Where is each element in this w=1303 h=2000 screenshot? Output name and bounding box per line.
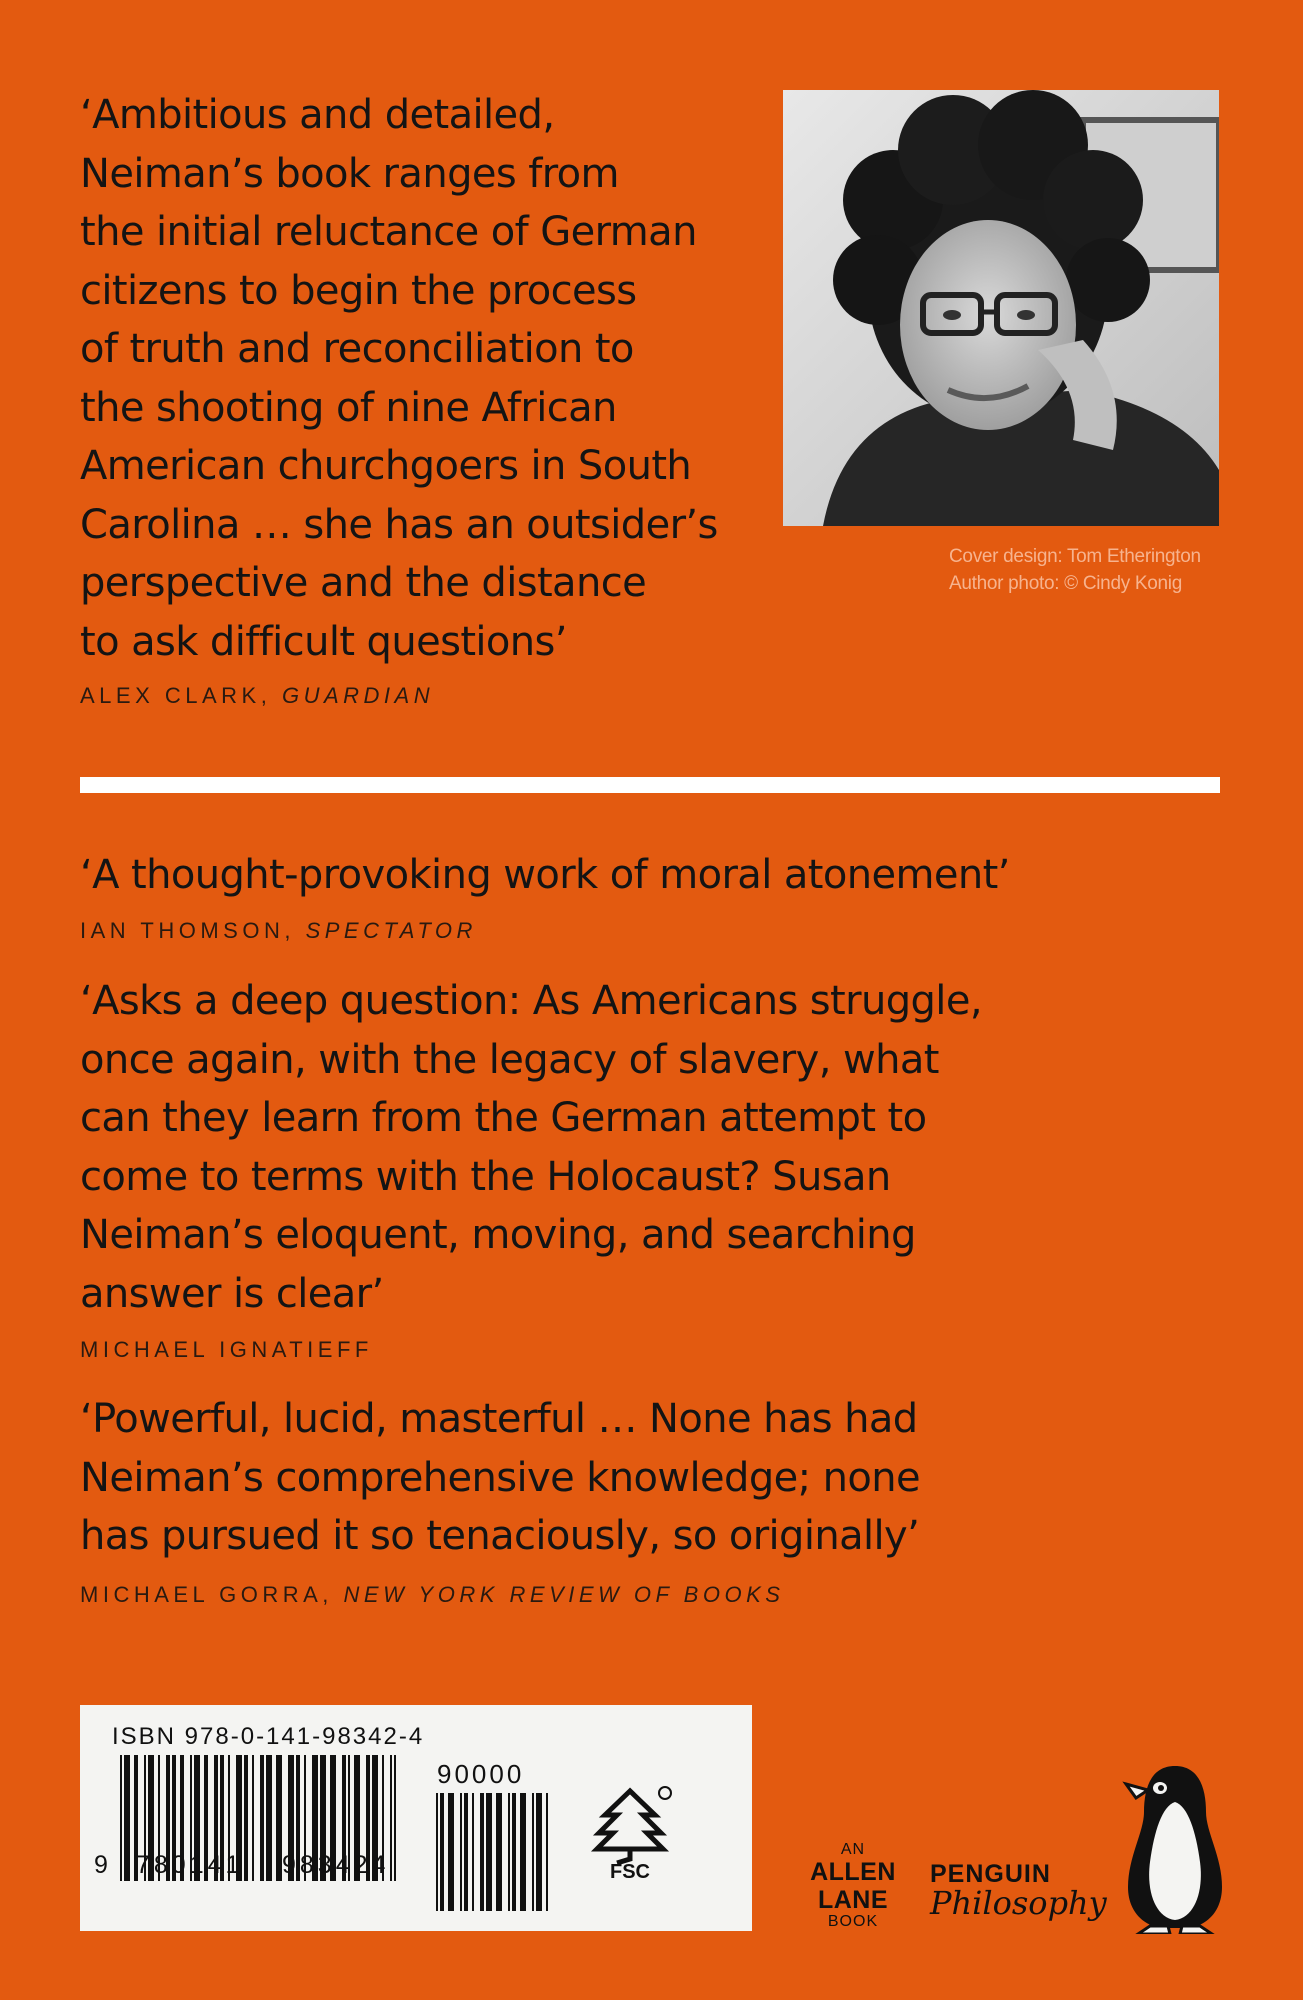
barcode-bar bbox=[394, 1755, 396, 1881]
quote-line: to ask difficult questions’ bbox=[80, 618, 567, 665]
author-photo bbox=[783, 90, 1219, 526]
quote-line: answer is clear’ bbox=[80, 1270, 384, 1317]
allen-lane-an: AN bbox=[840, 1841, 866, 1858]
attribution-author: MICHAEL IGNATIEFF bbox=[80, 1337, 373, 1362]
barcode-bar bbox=[464, 1793, 468, 1911]
quote-line: of truth and reconciliation to bbox=[80, 326, 634, 372]
quote-4-attribution bbox=[80, 1582, 784, 1608]
ean-digits-left: 780141 bbox=[136, 1851, 244, 1879]
barcode-bar bbox=[480, 1793, 484, 1911]
quote-line: perspective and the distance bbox=[80, 560, 647, 606]
quote-line: Carolina … she has an outsider’s bbox=[80, 501, 718, 548]
allen-lane-logo bbox=[808, 1842, 898, 1930]
quote-line: the shooting of nine African bbox=[80, 384, 617, 431]
quote-2-attribution bbox=[80, 918, 477, 944]
fsc-label: FSC bbox=[610, 1861, 650, 1883]
quote-line: citizens to begin the process bbox=[80, 267, 637, 314]
allen-lane-book: BOOK bbox=[827, 1913, 879, 1930]
barcode-bar bbox=[486, 1793, 492, 1911]
quote-line: the initial reluctance of German bbox=[80, 209, 697, 255]
barcode-bar bbox=[532, 1793, 534, 1911]
quote-line: Neiman’s eloquent, moving, and searching bbox=[80, 1212, 916, 1258]
fsc-logo bbox=[585, 1783, 675, 1883]
barcode-bar bbox=[436, 1793, 438, 1911]
philosophy-label: Philosophy bbox=[930, 1884, 1107, 1922]
quote-line: ‘Powerful, lucid, masterful … None has had bbox=[80, 1396, 918, 1442]
ean-digits-right: 983424 bbox=[282, 1851, 390, 1879]
penguin-label: PENGUIN bbox=[930, 1860, 1051, 1888]
barcode-bar bbox=[440, 1793, 444, 1911]
quote-1-attribution bbox=[80, 683, 434, 709]
quote-line: Neiman’s comprehensive knowledge; none bbox=[80, 1454, 920, 1501]
quote-line: ‘Ambitious and detailed, bbox=[80, 92, 555, 138]
attribution-publication: NEW YORK REVIEW OF BOOKS bbox=[343, 1582, 785, 1607]
quote-3-attribution bbox=[80, 1337, 373, 1363]
barcode-bar bbox=[508, 1793, 510, 1911]
barcode-bar bbox=[260, 1755, 264, 1881]
quote-line: ‘Asks a deep question: As Americans struggle, bbox=[80, 978, 982, 1024]
attribution-author: IAN THOMSON, bbox=[80, 918, 295, 943]
attribution-author: ALEX CLARK, bbox=[80, 683, 272, 708]
attribution-publication: GUARDIAN bbox=[281, 683, 435, 708]
quote-line: has pursued it so tenaciously, so originally’ bbox=[80, 1513, 920, 1559]
barcode-bar bbox=[124, 1755, 130, 1881]
barcode-bar bbox=[390, 1755, 392, 1881]
barcode-bar bbox=[120, 1755, 122, 1881]
barcode-bar bbox=[266, 1755, 272, 1881]
barcode-bar bbox=[546, 1793, 548, 1911]
author-photo-image bbox=[783, 90, 1219, 526]
quote-line: come to terms with the Holocaust? Susan bbox=[80, 1153, 891, 1200]
attribution-publication: SPECTATOR bbox=[305, 918, 477, 943]
barcode-bar bbox=[460, 1793, 462, 1911]
barcode-bar bbox=[448, 1793, 454, 1911]
barcode-bar bbox=[472, 1793, 474, 1911]
allen-lane-allen: ALLEN bbox=[810, 1858, 896, 1886]
quote-4 bbox=[80, 1390, 920, 1566]
cover-design-credit: Cover design: Tom Etherington bbox=[949, 546, 1201, 567]
quote-line: Neiman’s book ranges from bbox=[80, 150, 619, 197]
quote-line: ‘A thought-provoking work of moral atonement’ bbox=[80, 852, 1010, 898]
quote-1 bbox=[80, 86, 718, 671]
barcode-bar bbox=[512, 1793, 516, 1911]
barcode-bar bbox=[244, 1755, 248, 1881]
divider-rule bbox=[80, 777, 1220, 793]
price-code: 90000 bbox=[437, 1759, 525, 1789]
author-photo-credit: Author photo: © Cindy Konig bbox=[949, 573, 1182, 594]
quote-line: American churchgoers in South bbox=[80, 443, 692, 489]
ean-digit-first: 9 bbox=[94, 1851, 112, 1879]
quote-2 bbox=[80, 846, 1010, 905]
allen-lane-lane: LANE bbox=[817, 1886, 889, 1914]
quote-line: can they learn from the German attempt to bbox=[80, 1095, 927, 1141]
barcode-bar bbox=[520, 1793, 526, 1911]
barcode-bar bbox=[496, 1793, 502, 1911]
isbn-label: ISBN 978-0-141-98342-4 bbox=[112, 1723, 425, 1750]
quote-3 bbox=[80, 972, 982, 1323]
penguin-logo-icon bbox=[1120, 1762, 1230, 1934]
barcode-panel bbox=[80, 1705, 752, 1931]
barcode-bar bbox=[252, 1755, 254, 1881]
barcode-bar bbox=[536, 1793, 542, 1911]
quote-line: once again, with the legacy of slavery, what bbox=[80, 1036, 939, 1083]
attribution-author: MICHAEL GORRA, bbox=[80, 1582, 333, 1607]
